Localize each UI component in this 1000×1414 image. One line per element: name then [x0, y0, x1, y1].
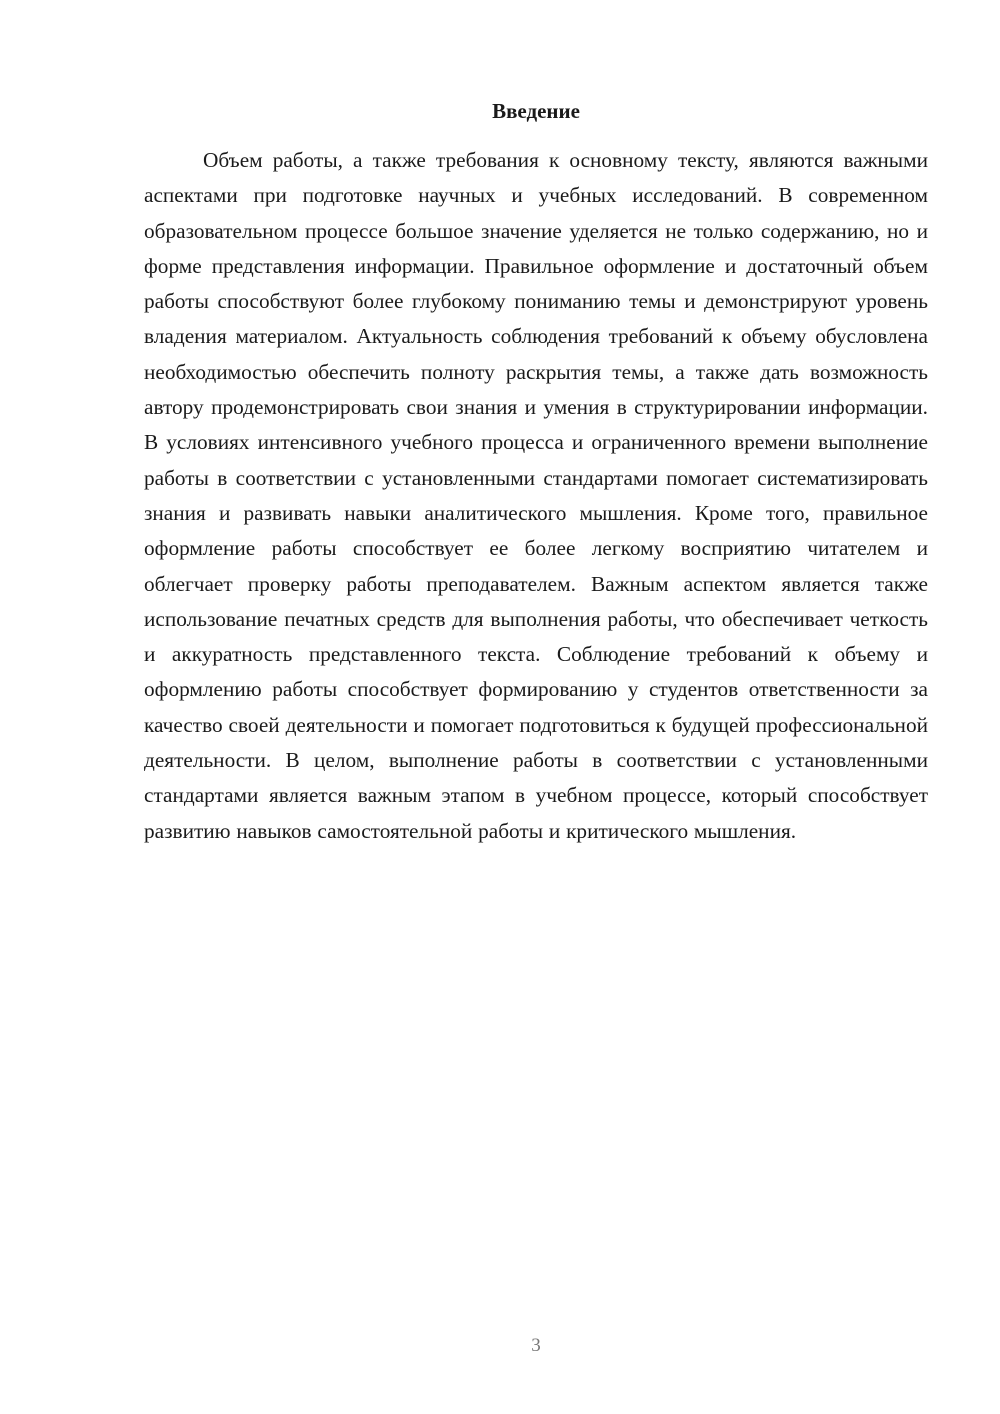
body-paragraph: Объем работы, а также требования к основному тексту, являются важными аспектами при подготовке научных и учебных исследований. В современном образовательном процессе большое значение уделяется не только содержанию, но и форме представления информации. Правильное оформление и достаточный объем работы способствуют более глубокому пониманию темы и демонстрируют уровень владения материалом. Актуальность соблюдения требований к объему обусловлена необходимостью обеспечить полноту раскрытия темы, а также дать возможность автору продемонстрировать свои знания и умения в структурировании информации. В условиях интенсивного учебного процесса и ограниченного времени выполнение работы в соответствии с установленными стандартами помогает систематизировать знания и развивать навыки аналитического мышления. Кроме того, правильное оформление работы способствует ее более легкому восприятию читателем и облегчает проверку работы преподавателем. Важным аспектом является также использование печатных средств для выполнения работы, что обеспечивает четкость и аккуратность представленного текста. Соблюдение требований к объему и оформлению работы способствует формированию у студентов ответственности за качество своей деятельности и помогает подготовиться к будущей профессиональной деятельности. В целом, выполнение работы в соответствии с установленными стандартами является важным этапом в учебном процессе, который способствует развитию навыков самостоятельной работы и критического мышления.	[144, 148, 928, 843]
page-number: 3	[531, 1335, 541, 1356]
section-heading: Введение	[492, 99, 580, 123]
